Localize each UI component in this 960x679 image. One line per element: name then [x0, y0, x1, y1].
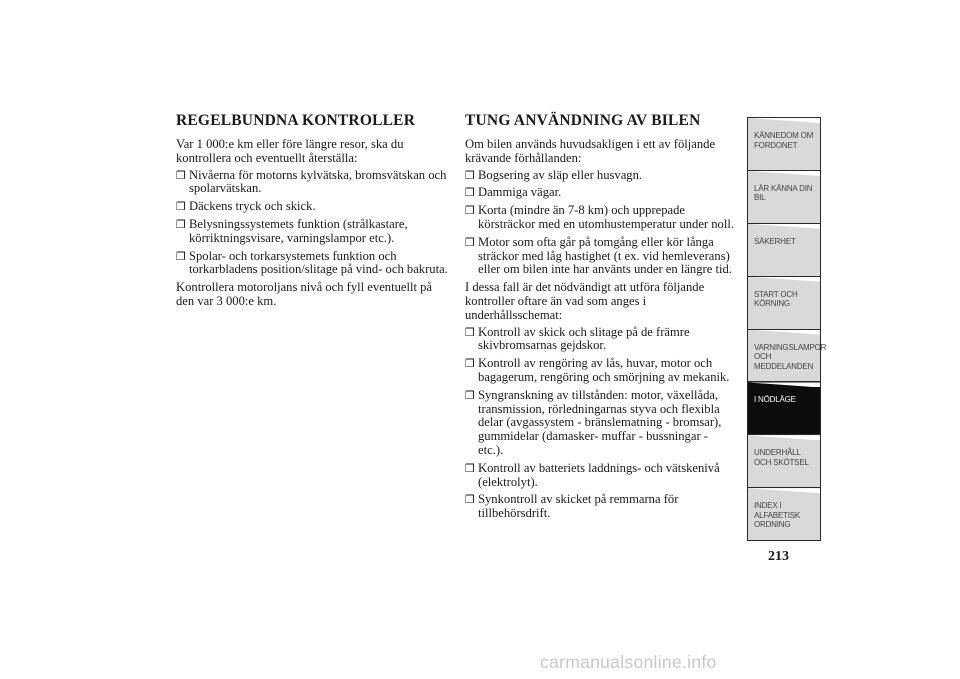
tab-start-och-korning[interactable]: START OCH KÖRNING [748, 277, 820, 330]
left-column [176, 112, 448, 312]
checkbox-bullet-icon: ❒ [465, 357, 475, 371]
checkbox-bullet-icon: ❒ [465, 168, 475, 182]
list-item: ❒ Bogsering av släp eller husvagn. [465, 167, 643, 182]
list-item: ❒ Belysningssystemets funktion (strålkastare, körriktningsvisare, varningslampor etc.). [176, 216, 408, 245]
checkbox-bullet-icon: ❒ [176, 168, 186, 182]
chapter-tabs [747, 117, 827, 541]
page-number: 213 [768, 549, 789, 564]
checkbox-bullet-icon: ❒ [465, 235, 475, 249]
checkbox-bullet-icon: ❒ [465, 186, 475, 200]
section-title-heavy-use: TUNG ANVÄNDNING AV BILEN [465, 112, 701, 129]
right-middle: I dessa fall är det nödvändigt att utföra följande kontroller oftare än vad som anges i underhållsschemat: [465, 280, 705, 322]
checks-list [465, 326, 735, 521]
checkbox-bullet-icon: ❒ [465, 204, 475, 218]
regular-checks-list [176, 169, 448, 278]
conditions-list [465, 169, 735, 278]
tab-index-alfabetisk-ordning[interactable]: INDEX I ALFABETISK ORDNING [748, 488, 820, 541]
tab-sakerhet[interactable]: SÄKERHET [748, 224, 820, 277]
tab-kannedom-om-fordonet[interactable]: KÄNNEDOM OM FORDONET [748, 118, 820, 171]
right-column [465, 112, 735, 525]
tab-i-nodlage[interactable]: I NÖDLÄGE [748, 382, 820, 435]
watermark: carmanualsonline.info [540, 652, 717, 672]
list-item: ❒ Kontroll av rengöring av lås, huvar, motor och bagagerum, rengöring och smörjning av mekanik. [465, 356, 730, 384]
left-outro: Kontrollera motoroljans nivå och fyll eventuellt på den var 3 000:e km. [176, 280, 433, 308]
tab-underhall-och-skotsel[interactable]: UNDERHÅLL OCH SKÖTSEL [748, 435, 820, 488]
list-item: ❒ Nivåerna för motorns kylvätska, bromsvätskan och spolarvätskan. [176, 167, 447, 196]
left-intro: Var 1 000:e km eller före längre resor, ska du kontrollera och eventuellt återställa: [176, 137, 404, 165]
checkbox-bullet-icon: ❒ [465, 461, 475, 475]
checkbox-bullet-icon: ❒ [176, 249, 186, 263]
checkbox-bullet-icon: ❒ [465, 388, 475, 402]
section-title-regular-checks: REGELBUNDNA KONTROLLER [176, 112, 416, 129]
list-item: ❒ Syngranskning av tillstånden: motor, växellåda, transmission, rörledningarnas styva och flexibla delar (avgassystem - bränslematning - bromsar), gummidelar (damasker- muffar - bussningar - etc.). [465, 387, 722, 457]
right-intro: Om bilen används huvudsakligen i ett av följande krävande förhållanden: [465, 137, 716, 165]
list-item: ❒ Korta (mindre än 7-8 km) och upprepade körsträckor med en utomhustemperatur under noll. [465, 203, 735, 231]
checkbox-bullet-icon: ❒ [465, 325, 475, 339]
list-item: ❒ Spolar- och torkarsystemets funktion och torkarbladens position/slitage på vind- och bakruta. [176, 248, 448, 277]
checkbox-bullet-icon: ❒ [176, 200, 186, 214]
list-item: ❒ Kontroll av skick och slitage på de främre skivbromsarnas gejdskor. [465, 324, 690, 353]
checkbox-bullet-icon: ❒ [465, 493, 475, 507]
checkbox-bullet-icon: ❒ [176, 217, 186, 231]
list-item: ❒ Motor som ofta går på tomgång eller kör långa sträckor med låg hastighet (t ex. vid hemleverans) eller om bilen inte har använts under en längre tid. [465, 234, 732, 277]
list-item: ❒ Däckens tryck och skick. [176, 199, 316, 214]
list-item: ❒ Synkontroll av skicket på remmarna för tillbehörsdrift. [465, 492, 679, 521]
tab-lar-kanna-din-bil[interactable]: LÄR KÄNNA DIN BIL [748, 171, 820, 224]
list-item: ❒ Kontroll av batteriets laddnings- och vätskenivå (elektrolyt). [465, 460, 720, 489]
tab-varningslampor-och-meddelanden[interactable]: VARNINGSLAMPOR OCH MEDDELANDEN [748, 330, 820, 383]
list-item: ❒ Dammiga vägar. [465, 185, 562, 200]
